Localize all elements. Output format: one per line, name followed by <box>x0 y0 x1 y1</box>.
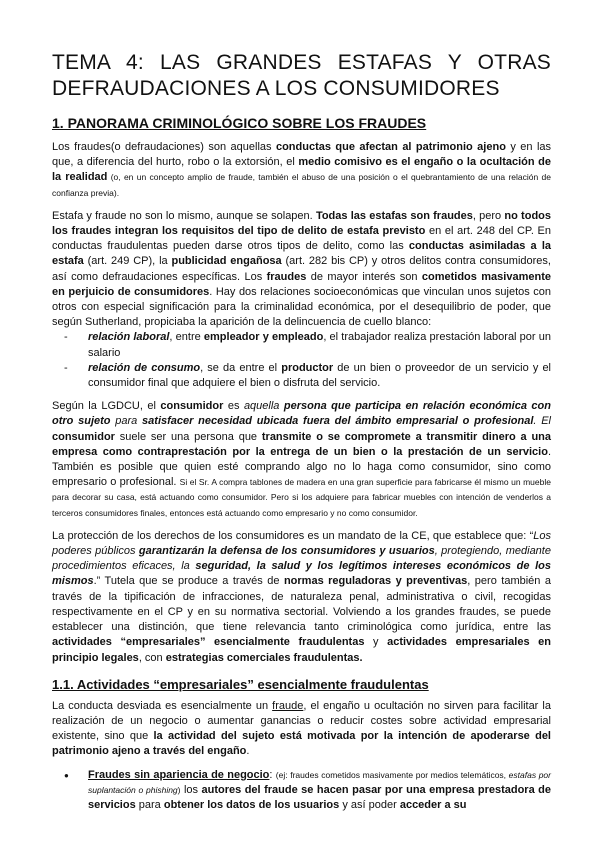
text-run: y así poder <box>339 798 400 811</box>
text-run: suele ser una persona que <box>114 430 262 443</box>
text-run: los <box>180 783 202 796</box>
text-run: y <box>364 636 388 649</box>
text-run: , el engaño u ocultación no sirven para facilitar la realización de un negocio o aumentar ganancias o reducir costes sobre actividad empresarial existente, sino que <box>52 699 551 743</box>
text-run: , se da entre el <box>200 361 282 374</box>
text-run: seguridad, la salud y los legítimos intereses económicos de los mismos <box>52 560 552 588</box>
text-run: (o, en un concepto amplio de fraude, también el abuso de una posición o el quebrantamiento de una relación de confianza previa). <box>52 172 551 198</box>
paragraph <box>52 529 551 666</box>
text-run: Los poderes públicos <box>52 529 551 558</box>
text-run: de un bien o proveedor de un servicio y el consumidor final que adquiere el bien o disfruta del servicio. <box>88 361 551 390</box>
text-run: relación laboral <box>88 331 170 344</box>
text-run: (art. 282 bis CP) y otros delitos contra consumidores, así como defraudaciones específicas. Los <box>52 255 551 283</box>
dash-list <box>52 330 551 391</box>
text-run: productor <box>281 361 334 374</box>
text-run: no todos los fraudes integran los requisitos del tipo de delito de estafa previsto <box>52 209 552 238</box>
text-run: , con <box>138 651 166 664</box>
text-run: garantizarán la defensa de los consumidores y usuarios <box>138 545 435 558</box>
text-run: : <box>269 768 276 781</box>
text-run: , entre <box>169 331 204 344</box>
paragraph <box>52 209 551 331</box>
text-run: cometidos masivamente en perjuicio de consumidores <box>52 270 551 298</box>
section-heading-1: 1. PANORAMA CRIMINOLÓGICO SOBRE LOS FRAUDES <box>52 115 427 131</box>
paragraph <box>52 699 551 760</box>
text-run: actividades “empresariales” esencialmente fraudulentas <box>52 636 365 649</box>
text-run: . Hay dos relaciones socioeconómicas que vinculan unos sujetos con otros con especial significación para la criminalidad económica, por el desequilibrio de poder, que según Sutherland, propiciaba la aparición de la delincuencia de cuello blanco: <box>52 285 552 329</box>
text-run: , pero también a través de la tipificación de infracciones, de naturaleza penal, administrativa o civil, recogidas respectivamente en el CP y en su normativa sectorial. Volviendo a los grandes fraudes, se puede establecer una distinción, que tiene relevancia tanto criminológica como jurídica, entre las <box>52 575 551 634</box>
text-run: empleador y empleado <box>203 331 324 344</box>
text-run: Todas las estafas son fraudes <box>315 209 473 222</box>
text-run: de mayor interés son <box>306 270 422 283</box>
text-run: es <box>223 400 244 413</box>
bullet-list <box>52 768 551 814</box>
text-run: La protección de los derechos de los consumidores es un mandato de la CE, que establece que: “ <box>52 529 534 542</box>
text-run: . <box>246 745 250 758</box>
text-run: persona que participa en relación económica con otro sujeto <box>52 400 551 428</box>
text-run: .” Tutela que se produce a través de <box>93 575 284 588</box>
paragraph <box>52 399 551 521</box>
list-item <box>52 768 551 814</box>
text-run: Fraudes sin apariencia de negocio <box>88 768 270 781</box>
text-run: Estafa y fraude no son lo mismo, aunque se solapen. <box>52 209 316 222</box>
text-run: acceder a su <box>399 798 467 811</box>
text-run: fraude <box>272 699 304 712</box>
text-run: , el trabajador realiza prestación laboral por un salario <box>88 331 551 359</box>
list-item <box>52 330 551 360</box>
text-run: Según la LGDCU, el <box>52 400 161 413</box>
text-run: estafas por suplantación o phishing <box>88 769 551 795</box>
text-run: aquella <box>243 400 284 413</box>
text-run: actividades empresariales en principio legales <box>52 636 551 664</box>
text-run: , pero <box>472 209 505 222</box>
paragraph <box>52 140 551 201</box>
text-run: para <box>110 415 143 428</box>
text-run: conductas asimiladas a la estafa <box>52 240 551 268</box>
text-run: (art. 249 CP), la <box>83 255 172 268</box>
text-run: para <box>135 798 164 811</box>
text-run: estrategias comerciales fraudulentas. <box>165 651 363 664</box>
text-run: , protegiendo, mediante procedimientos eficaces, la <box>52 545 551 573</box>
text-run: publicidad engañosa <box>171 255 282 268</box>
document-title: TEMA 4: LAS GRANDES ESTAFAS Y OTRAS DEFRAUDACIONES A LOS CONSUMIDORES <box>52 51 551 100</box>
text-run: en el art. 248 del CP. En conductas fraudulentas pueden darse otros tipos de delito, como las <box>52 225 551 253</box>
text-run: obtener los datos de los usuarios <box>163 798 340 811</box>
text-run: medio comisivo es el engaño o la ocultación de la realidad <box>52 156 551 184</box>
text-run: Los fraudes(o defraudaciones) son aquellas <box>52 141 276 153</box>
text-run: autores del fraude se hacen pasar por una empresa prestadora de servicios <box>88 783 552 811</box>
section-heading-1-1: 1.1. Actividades “empresariales” esencialmente fraudulentas <box>52 676 429 692</box>
text-run: la actividad del sujeto está motivada por la intención de apoderarse del patrimonio ajeno a través del engaño <box>52 730 551 758</box>
text-run: fraudes <box>266 270 307 283</box>
text-run: satisfacer necesidad ubicada fuera del ámbito empresarial o profesional <box>142 415 534 428</box>
text-run: transmite o se compromete a transmitir dinero a una empresa como contraprestación por la entrega de un bien o la prestación de un servicio <box>52 430 552 458</box>
text-run: consumidor <box>52 430 115 443</box>
text-run: ) <box>177 784 181 795</box>
text-run: y en las que, a diferencia del hurto, robo o la extorsión, el <box>52 141 552 169</box>
text-run: relación de consumo <box>88 361 201 374</box>
text-run: . El <box>533 415 551 428</box>
list-item <box>52 361 551 391</box>
text-run: normas reguladoras y preventivas <box>283 575 468 588</box>
text-run: consumidor <box>160 400 224 413</box>
text-run: (ej: fraudes cometidos masivamente por medios telemáticos, <box>275 769 509 780</box>
text-run: conductas que afectan al patrimonio ajeno <box>275 141 506 153</box>
text-run: . También es posible que quien esté comprando algo no lo haga como consumidor, sino como empresario o profesional. <box>52 445 551 489</box>
text-run: Si el Sr. A compra tablones de madera en una gran superficie para fabricarse él mismo un mueble para decorar su casa, está actuando como consumidor. Pero si los adquiere para fabricar muebles con intención de venderlos a terceros consumidores finales, entonces está actuando como empresario y no como consumidor. <box>52 477 551 518</box>
text-run: La conducta desviada es esencialmente un <box>52 699 273 712</box>
